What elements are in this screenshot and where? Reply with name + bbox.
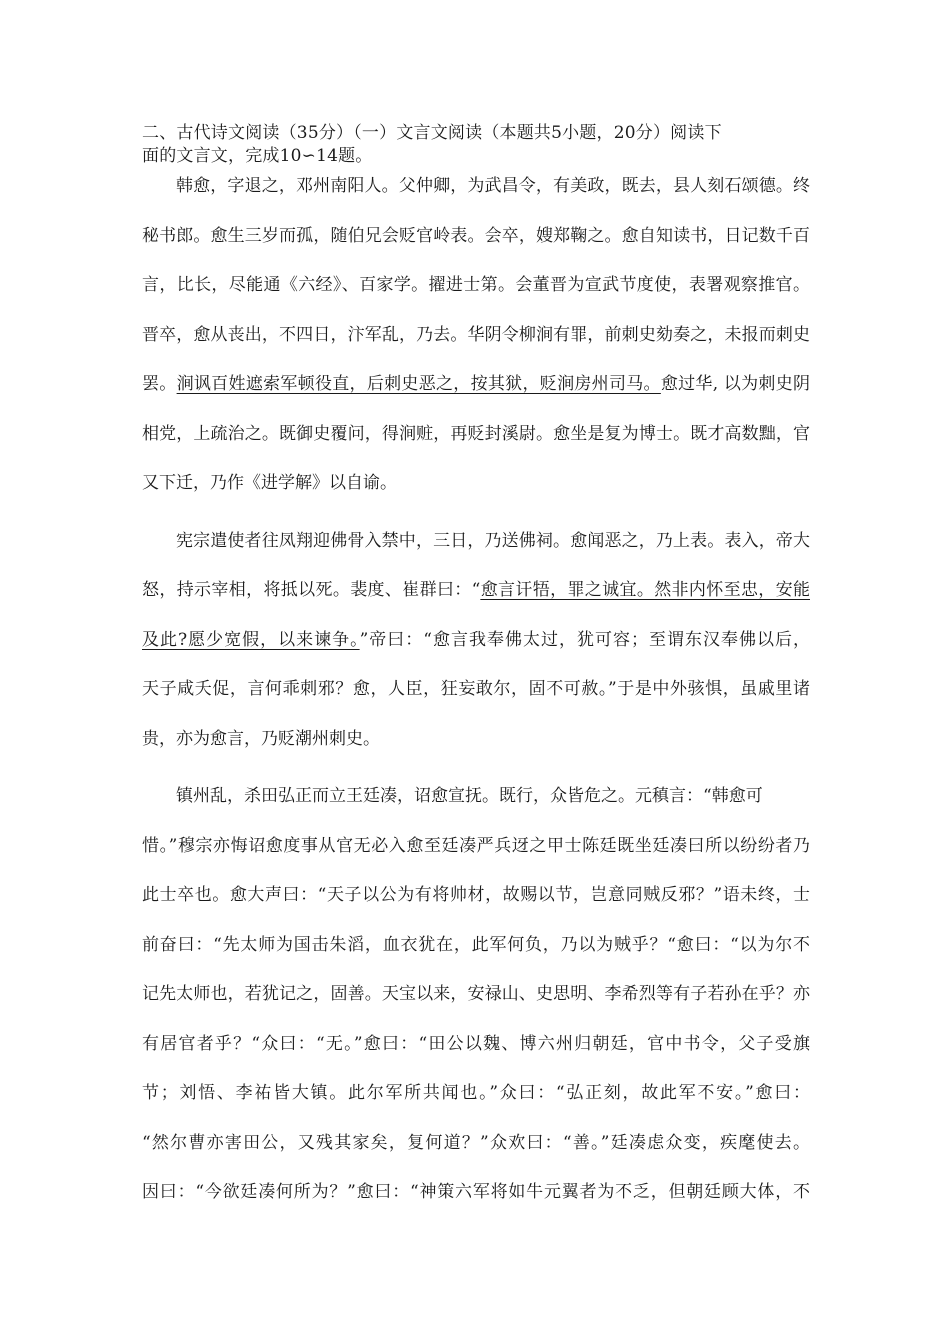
text-line: 相党，上疏治之。既御史覆问，得涧赃，再贬封溪尉。愈坐是复为博士。既才高数黜，官 — [142, 423, 810, 444]
text-line: “然尔曹亦害田公，又残其家矣，复何道？”众欢曰：“善。”廷凑虑众变，疾麾使去。 — [142, 1132, 810, 1153]
text-line: 天子咸夭促，言何乖刺邪？愈，人臣，狂妄敢尔，固不可赦。”于是中外骇惧，虽戚里诸 — [142, 679, 810, 699]
heading-line-1: 二、古代诗文阅读（35分）（一）文言文阅读（本题共5小题，20分）阅读下 — [142, 123, 722, 143]
text-span: 罢。 — [142, 374, 177, 394]
text-line: 惜。”穆宗亦悔诏愈度事从官无必入愈至廷凑严兵迓之甲士陈廷既坐廷凑曰所以纷纷者乃 — [142, 835, 810, 856]
text-line: 镇州乱，杀田弘正而立王廷凑，诏愈宣抚。既行，众皆危之。元稹言：“韩愈可 — [176, 786, 763, 806]
text-span: ”帝曰：“愈言我奉佛太过，犹可容；至谓东汉奉佛以后， — [359, 629, 810, 650]
passage — [142, 162, 810, 1218]
text-line — [142, 566, 810, 616]
paragraph-gap — [142, 509, 810, 517]
paragraph-gap — [142, 764, 810, 772]
text-line: 韩愈，字退之，邓州南阳人。父仲卿，为武昌令，有美政，既去，县人刻石颂德。终 — [176, 176, 810, 196]
text-span: 愈过华, 以为刺史阴 — [660, 374, 811, 394]
text-line: 因曰：“今欲廷凑何所为？”愈曰：“神策六军将如牛元翼者为不乏，但朝廷顾大体，不 — [142, 1182, 810, 1202]
paragraph-1 — [142, 162, 810, 509]
paragraph-3 — [142, 772, 810, 1218]
underlined-sentence-2b: 及此?愿少宽假，以来谏争。 — [142, 629, 360, 650]
underlined-sentence-2a: 愈言讦牾，罪之诚宜。然非内怀至忠，安能 — [480, 580, 810, 600]
heading-line-2: 面的文言文，完成10∽14题。 — [142, 146, 373, 166]
underlined-sentence-1: 涧讽百姓遮索军顿役直，后刺史恶之，按其狱，贬涧房州司马。 — [176, 374, 661, 394]
text-line: 贵，亦为愈言，乃贬潮州刺史。 — [142, 728, 380, 749]
text-line: 言，比长，尽能通《六经》、百家学。擢进士第。会董晋为宣武节度使，表署观察推官。 — [142, 275, 810, 295]
text-line: 秘书郎。愈生三岁而孤，随伯兄会贬官岭表。会卒，嫂郑鞠之。愈自知读书，日记数千百 — [142, 225, 810, 246]
text-line — [142, 360, 810, 410]
text-line: 又下迁，乃作《进学解》以自谕。 — [142, 473, 397, 493]
text-line: 有居官者乎？“众曰：“无。”愈曰：“田公以魏、博六州归朝廷，官中书令，父子受旗 — [142, 1033, 810, 1054]
text-line: 前奋曰：“先太师为国击朱滔，血衣犹在，此军何负，乃以为贼乎？“愈曰：“以为尔不 — [142, 934, 810, 955]
text-line: 晋卒，愈从丧出，不四日，汴军乱，乃去。华阴令柳涧有罪，前刺史劾奏之，未报而刺史 — [142, 324, 810, 345]
text-line: 节；刘悟、李祐皆大镇。此尔军所共闻也。”众曰：“弘正刻，故此军不安。”愈曰： — [142, 1083, 810, 1103]
text-line: 宪宗遣使者往凤翔迎佛骨入禁中，三日，乃送佛祠。愈闻恶之，乃上表。表入，帝大 — [176, 530, 810, 551]
text-line — [142, 616, 810, 666]
paragraph-2 — [142, 517, 810, 765]
text-span: 怒，持示宰相，将抵以死。裴度、崔群曰：“ — [142, 580, 481, 600]
text-line: 记先太师也，若犹记之，固善。天宝以来，安禄山、史思明、李希烈等有子若孙在乎？亦 — [142, 984, 810, 1004]
text-line: 此士卒也。愈大声曰：“天子以公为有将帅材，故赐以节，岂意同贼反邪？”语未终，士 — [142, 885, 810, 905]
